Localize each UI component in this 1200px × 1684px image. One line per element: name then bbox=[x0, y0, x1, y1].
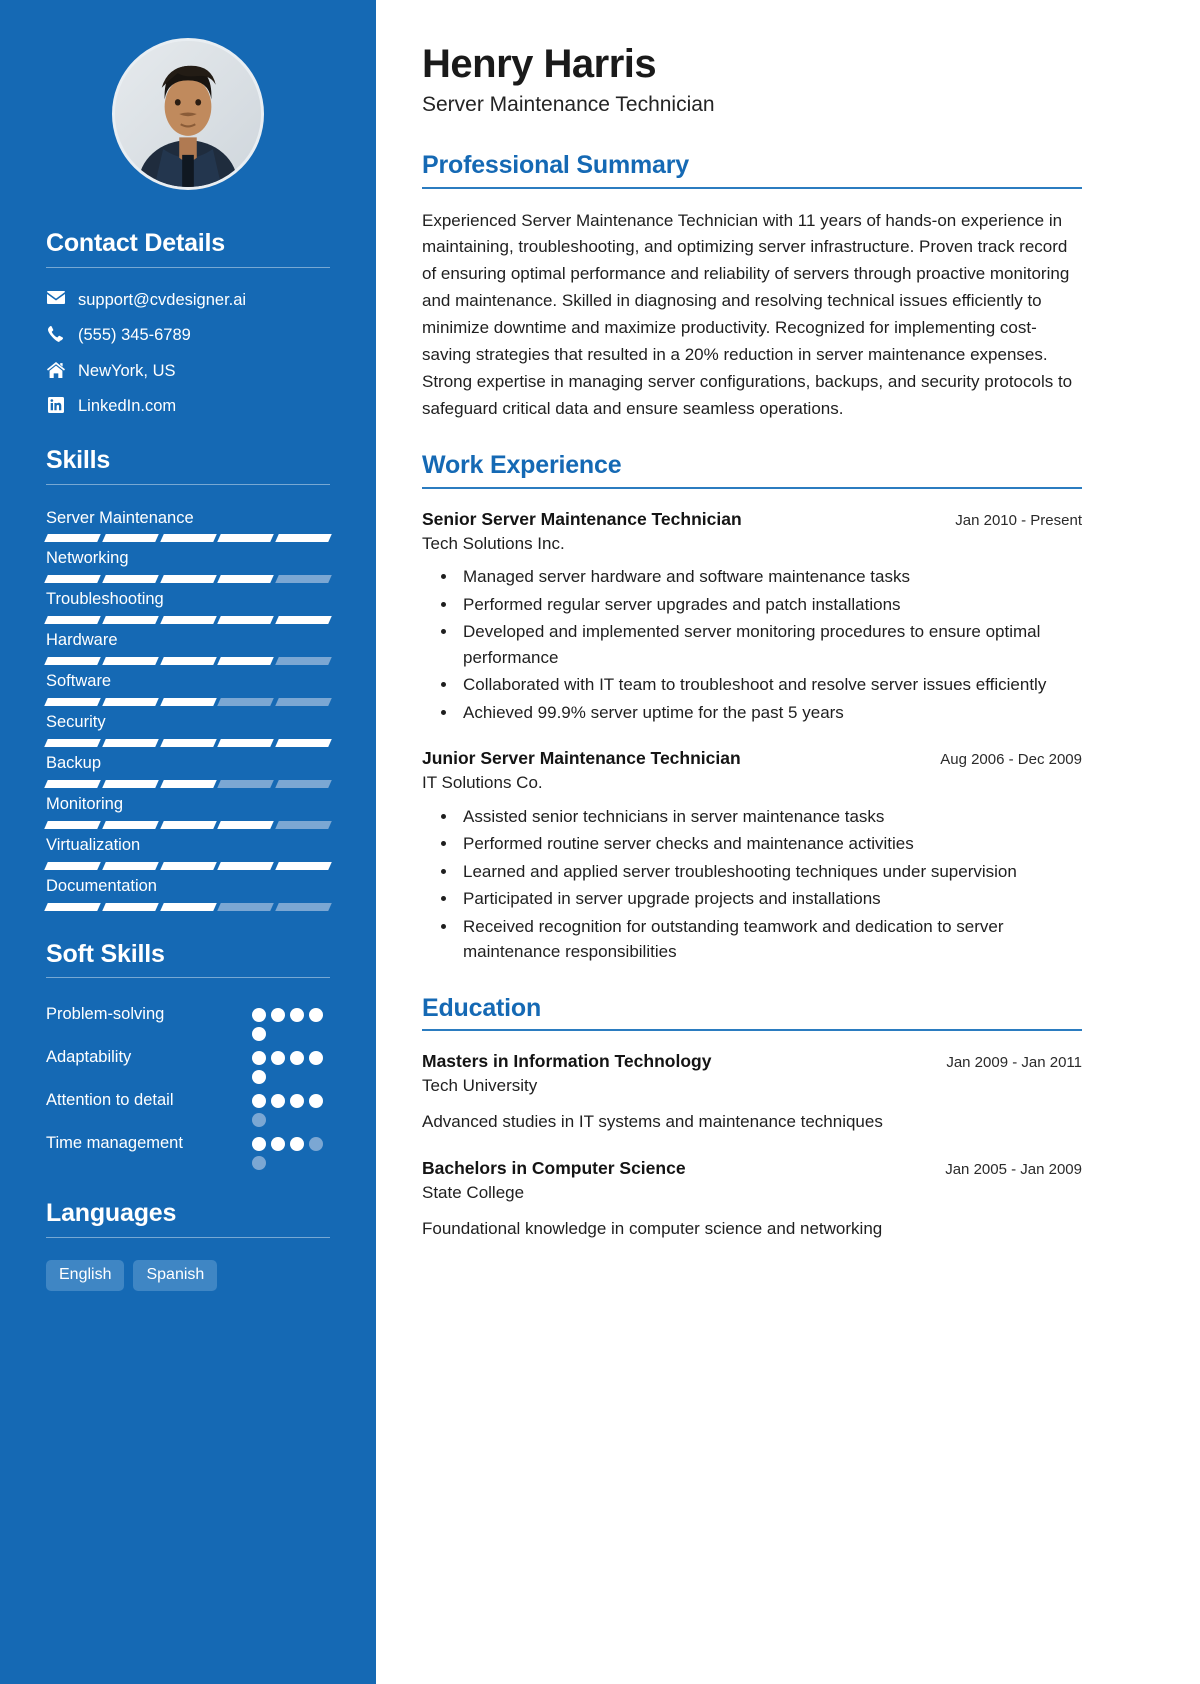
skill-bar-segment bbox=[102, 575, 158, 583]
summary-heading: Professional Summary bbox=[422, 151, 689, 180]
profile-photo-icon bbox=[115, 41, 261, 187]
sidebar bbox=[0, 0, 376, 1684]
experience-company: IT Solutions Co. bbox=[422, 772, 543, 792]
list-item: • Performed regular server upgrades and patch installations bbox=[458, 592, 1082, 618]
skill-bar-segment bbox=[160, 657, 216, 665]
job-role-subtitle: Server Maintenance Technician bbox=[422, 93, 715, 116]
skill-bar-segment bbox=[102, 903, 158, 911]
skill-bar-segment bbox=[44, 534, 100, 542]
skill-bar-segment bbox=[44, 739, 100, 747]
skill-bar-segment bbox=[218, 903, 274, 911]
skill-bar-segment bbox=[218, 534, 274, 542]
skill-bar-segment bbox=[275, 698, 331, 706]
skill-label: Virtualization bbox=[46, 835, 141, 854]
experience-heading: Work Experience bbox=[422, 451, 622, 480]
skill-bar-segment bbox=[160, 821, 216, 829]
experience-job-title: Junior Server Maintenance Technician bbox=[422, 748, 741, 769]
main-column bbox=[376, 0, 1200, 1684]
education-degree: Bachelors in Computer Science bbox=[422, 1157, 686, 1178]
soft-skill-label: Adaptability bbox=[46, 1048, 132, 1067]
soft-skill-item bbox=[46, 1129, 330, 1170]
education-institution: Tech University bbox=[422, 1075, 538, 1095]
soft-skill-dot bbox=[290, 1094, 304, 1108]
page-title: Henry Harris bbox=[422, 42, 657, 86]
experience-bullet-list bbox=[422, 564, 1082, 725]
soft-skill-label: Problem-solving bbox=[46, 1005, 165, 1024]
skill-bar-segment bbox=[275, 575, 331, 583]
skills-list bbox=[46, 507, 330, 911]
languages-heading: Languages bbox=[46, 1199, 177, 1228]
skill-bar-segment bbox=[102, 657, 158, 665]
contact-item-phone[interactable] bbox=[46, 325, 330, 346]
skill-bar-segment bbox=[44, 821, 100, 829]
skill-label: Monitoring bbox=[46, 794, 124, 813]
skills-heading: Skills bbox=[46, 446, 111, 474]
skill-bar-segment bbox=[160, 862, 216, 870]
skill-bar-segment bbox=[218, 780, 274, 788]
experience-bullet-list bbox=[422, 804, 1082, 965]
skill-bar-segment bbox=[275, 616, 331, 624]
skill-level-bars bbox=[46, 739, 330, 747]
soft-skills-list bbox=[46, 1000, 330, 1170]
education-date-range: Jan 2009 - Jan 2011 bbox=[946, 1053, 1082, 1071]
experience-entry bbox=[422, 747, 1082, 964]
skill-item bbox=[46, 875, 330, 911]
avatar bbox=[112, 38, 264, 190]
skill-level-bars bbox=[46, 534, 330, 542]
education-entry bbox=[422, 1050, 1082, 1135]
skill-label: Security bbox=[46, 713, 106, 732]
list-item: • Achieved 99.9% server uptime for the past 5 years bbox=[458, 700, 1082, 726]
education-description: Foundational knowledge in computer science and networking bbox=[422, 1219, 883, 1239]
skill-bar-segment bbox=[275, 657, 331, 665]
contact-section bbox=[46, 230, 330, 417]
skill-bar-segment bbox=[102, 698, 158, 706]
skill-bar-segment bbox=[218, 862, 274, 870]
soft-skill-dot bbox=[290, 1008, 304, 1022]
soft-skill-dot bbox=[252, 1113, 266, 1127]
soft-skill-item bbox=[46, 1043, 330, 1084]
skills-divider bbox=[46, 484, 330, 485]
skill-bar-segment bbox=[160, 698, 216, 706]
list-item: • Managed server hardware and software maintenance tasks bbox=[458, 564, 1082, 590]
skill-bar-segment bbox=[218, 616, 274, 624]
skill-bar-segment bbox=[102, 534, 158, 542]
skill-bar-segment bbox=[44, 862, 100, 870]
contact-item-linkedin[interactable] bbox=[46, 396, 330, 417]
soft-skill-dot bbox=[290, 1051, 304, 1065]
phone-icon bbox=[46, 325, 65, 342]
experience-company: Tech Solutions Inc. bbox=[422, 533, 565, 553]
experience-list bbox=[422, 508, 1082, 965]
skill-label: Troubleshooting bbox=[46, 590, 164, 609]
avatar-wrap bbox=[46, 38, 330, 190]
education-institution: State College bbox=[422, 1182, 525, 1202]
education-date-range: Jan 2005 - Jan 2009 bbox=[945, 1160, 1082, 1178]
skill-item bbox=[46, 670, 330, 706]
summary-divider bbox=[422, 187, 1082, 189]
skill-bar-segment bbox=[102, 821, 158, 829]
soft-skill-level-dots bbox=[252, 1000, 330, 1041]
skill-bar-segment bbox=[102, 780, 158, 788]
soft-skill-label: Attention to detail bbox=[46, 1091, 174, 1110]
skill-level-bars bbox=[46, 616, 330, 624]
languages-pill-list bbox=[46, 1260, 330, 1291]
skill-item bbox=[46, 793, 330, 829]
skill-bar-segment bbox=[160, 534, 216, 542]
skill-level-bars bbox=[46, 821, 330, 829]
skill-bar-segment bbox=[102, 739, 158, 747]
contact-value-email: support@cvdesigner.ai bbox=[78, 290, 247, 309]
work-experience-section bbox=[422, 451, 1082, 964]
experience-job-title: Senior Server Maintenance Technician bbox=[422, 508, 742, 529]
experience-date-range: Jan 2010 - Present bbox=[955, 511, 1082, 529]
skill-bar-segment bbox=[44, 616, 100, 624]
skill-bar-segment bbox=[275, 821, 331, 829]
skill-bar-segment bbox=[275, 739, 331, 747]
skill-label: Hardware bbox=[46, 631, 118, 650]
skill-bar-segment bbox=[160, 616, 216, 624]
soft-skills-divider bbox=[46, 977, 330, 978]
skill-item bbox=[46, 834, 330, 870]
skill-item bbox=[46, 507, 330, 543]
list-item: • Participated in server upgrade projects and installations bbox=[458, 886, 1082, 912]
soft-skill-dot bbox=[309, 1051, 323, 1065]
skill-bar-segment bbox=[218, 698, 274, 706]
skill-bar-segment bbox=[275, 780, 331, 788]
soft-skill-dot bbox=[252, 1008, 266, 1022]
languages-section bbox=[46, 1200, 330, 1291]
experience-date-range: Aug 2006 - Dec 2009 bbox=[940, 751, 1082, 769]
skill-level-bars bbox=[46, 698, 330, 706]
soft-skills-section bbox=[46, 941, 330, 1171]
education-entry bbox=[422, 1157, 1082, 1242]
experience-entry-header bbox=[422, 747, 1082, 770]
skill-bar-segment bbox=[44, 780, 100, 788]
skill-item bbox=[46, 547, 330, 583]
skills-section bbox=[46, 447, 330, 911]
list-item: • Received recognition for outstanding teamwork and dedication to server maintenance responsibilities bbox=[458, 914, 1082, 965]
education-degree: Masters in Information Technology bbox=[422, 1050, 712, 1071]
education-entry-header bbox=[422, 1050, 1082, 1073]
soft-skill-item bbox=[46, 1000, 330, 1041]
soft-skill-dot bbox=[290, 1137, 304, 1151]
soft-skill-dot bbox=[252, 1137, 266, 1151]
soft-skill-dot bbox=[252, 1094, 266, 1108]
contact-value-location: NewYork, US bbox=[78, 361, 176, 380]
skill-bar-segment bbox=[44, 657, 100, 665]
linkedin-icon bbox=[46, 396, 65, 413]
contact-value-phone: (555) 345-6789 bbox=[78, 326, 191, 345]
skill-bar-segment bbox=[44, 698, 100, 706]
skill-label: Software bbox=[46, 672, 112, 691]
skill-bar-segment bbox=[102, 616, 158, 624]
skill-item bbox=[46, 588, 330, 624]
skill-label: Documentation bbox=[46, 876, 157, 895]
skill-bar-segment bbox=[160, 903, 216, 911]
skill-label: Server Maintenance bbox=[46, 508, 194, 527]
soft-skill-dot bbox=[309, 1094, 323, 1108]
soft-skill-dot bbox=[271, 1051, 285, 1065]
language-pill[interactable]: Spanish bbox=[133, 1260, 217, 1291]
skill-bar-segment bbox=[218, 657, 274, 665]
list-item: • Collaborated with IT team to troubleshoot and resolve server issues efficiently bbox=[458, 672, 1082, 698]
soft-skill-dot bbox=[271, 1137, 285, 1151]
experience-entry bbox=[422, 508, 1082, 725]
skill-bar-segment bbox=[44, 903, 100, 911]
soft-skills-heading: Soft Skills bbox=[46, 939, 165, 968]
skill-bar-segment bbox=[160, 780, 216, 788]
skill-bar-segment bbox=[44, 575, 100, 583]
skill-level-bars bbox=[46, 657, 330, 665]
education-section bbox=[422, 994, 1082, 1242]
skill-bar-segment bbox=[275, 534, 331, 542]
experience-divider bbox=[422, 487, 1082, 489]
contact-item-location[interactable] bbox=[46, 361, 330, 382]
skill-level-bars bbox=[46, 862, 330, 870]
contact-divider bbox=[46, 267, 330, 268]
skill-level-bars bbox=[46, 903, 330, 911]
skill-level-bars bbox=[46, 575, 330, 583]
skill-bar-segment bbox=[218, 739, 274, 747]
skill-bar-segment bbox=[218, 821, 274, 829]
soft-skill-dot bbox=[252, 1070, 266, 1084]
soft-skill-dot bbox=[252, 1051, 266, 1065]
soft-skill-level-dots bbox=[252, 1043, 330, 1084]
list-item: • Learned and applied server troubleshooting techniques under supervision bbox=[458, 859, 1082, 885]
skill-bar-segment bbox=[160, 739, 216, 747]
contact-heading: Contact Details bbox=[46, 229, 225, 257]
soft-skill-dot bbox=[252, 1156, 266, 1170]
soft-skill-dot bbox=[252, 1027, 266, 1041]
soft-skill-dot bbox=[271, 1094, 285, 1108]
skill-level-bars bbox=[46, 780, 330, 788]
skill-label: Networking bbox=[46, 549, 129, 568]
soft-skill-level-dots bbox=[252, 1129, 330, 1170]
experience-entry-header bbox=[422, 508, 1082, 531]
soft-skill-level-dots bbox=[252, 1086, 330, 1127]
list-item: • Assisted senior technicians in server maintenance tasks bbox=[458, 804, 1082, 830]
education-heading: Education bbox=[422, 993, 542, 1022]
languages-divider bbox=[46, 1237, 330, 1238]
soft-skill-label: Time management bbox=[46, 1134, 183, 1153]
list-item: • Performed routine server checks and maintenance activities bbox=[458, 831, 1082, 857]
contact-item-email[interactable] bbox=[46, 290, 330, 311]
soft-skill-dot bbox=[309, 1008, 323, 1022]
contact-value-linkedin: LinkedIn.com bbox=[78, 397, 177, 416]
soft-skill-item bbox=[46, 1086, 330, 1127]
list-item: • Developed and implemented server monitoring procedures to ensure optimal performance bbox=[458, 619, 1082, 670]
home-icon bbox=[46, 361, 65, 378]
soft-skill-dot bbox=[309, 1137, 323, 1151]
skill-bar-segment bbox=[102, 862, 158, 870]
skill-item bbox=[46, 629, 330, 665]
envelope-icon bbox=[46, 290, 65, 304]
professional-summary-section bbox=[422, 151, 1082, 422]
skill-bar-segment bbox=[218, 575, 274, 583]
education-description: Advanced studies in IT systems and maintenance techniques bbox=[422, 1112, 883, 1132]
skill-label: Backup bbox=[46, 754, 102, 773]
education-entry-header bbox=[422, 1157, 1082, 1180]
soft-skill-dot bbox=[271, 1008, 285, 1022]
skill-item bbox=[46, 711, 330, 747]
education-list bbox=[422, 1050, 1082, 1242]
skill-item bbox=[46, 752, 330, 788]
skill-bar-segment bbox=[275, 903, 331, 911]
skill-bar-segment bbox=[160, 575, 216, 583]
summary-text: Experienced Server Maintenance Technician with 11 years of hands-on experience in maintaining, troubleshooting, and optimizing server infrastructure. Proven track record of ensuring optimal performance and reliability of servers through proactive monitoring and maintenance. Skilled in diagnosing and resolving technical issues efficiently to minimize downtime and maximize productivity. Recognized for implementing cost-saving strategies that resulted in a 20% reduction in server maintenance expenses. Strong expertise in managing server configurations, backups, and security protocols to safeguard critical data and ensure seamless operations. bbox=[422, 210, 1073, 418]
language-pill[interactable]: English bbox=[46, 1260, 124, 1291]
education-divider bbox=[422, 1029, 1082, 1031]
skill-bar-segment bbox=[275, 862, 331, 870]
